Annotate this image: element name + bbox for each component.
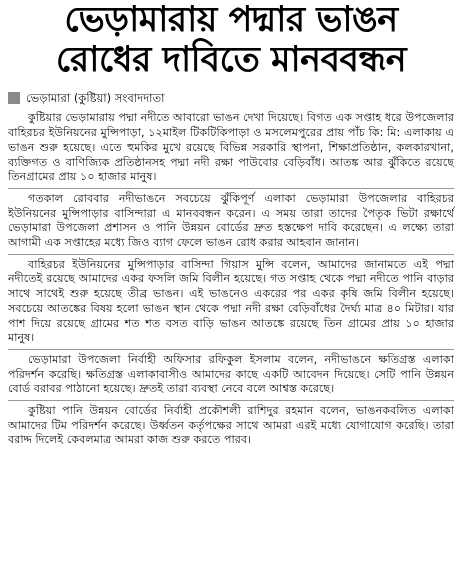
- divider: [8, 254, 454, 255]
- paragraph: ভেড়ামারা উপজেলা নির্বাহী অফিসার রফিকুল ইসলাম বলেন, নদীভাঙনে ক্ষতিগ্রস্ত এলাকা পরিদর্শন করেছি। ক্ষতিগ্রস্ত এলাকাবাসীও আমাদের কাছে একটি আবেদন দিয়েছে। সেটি পানি উন্নয়ন বোর্ড বরাবর পাঠানো হয়েছে। দ্রুতই তারা ব্যবস্থা নেবে বলে আশ্বস্ত করেছে।: [8, 352, 454, 396]
- divider: [8, 349, 454, 350]
- paragraph: কুষ্টিয়া পানি উন্নয়ন বোর্ডের নির্বাহী প্রকৌশলী রাশিদুর রহমান বলেন, ভাঙনকবলিত এলাকা আমাদের টিম পরিদর্শন করেছে। উর্ধ্বতন কর্তৃপক্ষের সাথে আমরা এরই মধ্যে যোগাযোগ করেছি। তারা বরাদ্দ দিলেই কেবলমাত্র আমরা কাজ শুরু করতে পারব।: [8, 404, 454, 447]
- paragraph: কুষ্টিয়ার ভেড়ামারায় পদ্মা নদীতে আবারো ভাঙন দেখা দিয়েছে। বিগত এক সপ্তাহ ধরে উপজেলার বাহিরচর ইউনিয়নের মুন্সিপাড়া, ১২মাইল টিকটিকিপাড়া ও মসলেমপুরের প্রায় পাঁচ কি: মি: এলাকায় এ ভাঙন শুরু হয়েছে। এতে হুমকির মুখে রয়েছে বিভিন্ন সরকারি স্থাপনা, শিক্ষাপ্রতিষ্ঠান, কলকারখানা, ব্যক্তিগত ও বাণিজ্যিক প্রতিষ্ঠানসহ পদ্মা নদী রক্ষা পাউবোর বেড়িবাঁধ। আতঙ্ক আর ঝুঁকিতে রয়েছে তিনগ্রামের প্রায় ১০ হাজার মানুষ।: [8, 111, 454, 184]
- divider: [8, 400, 454, 401]
- byline-text: ভেড়ামারা (কুষ্টিয়া) সংবাদদাতা: [26, 90, 165, 105]
- paragraph: গতকাল রোববার নদীভাঙনে সবচেয়ে ঝুঁকিপূর্ণ এলাকা ভেড়ামারা উপজেলার বাহিরচর ইউনিয়নের মুন্সিপাড়ার বাসিন্দারা এ মানববন্ধন করেন। এ সময় তারা তাদের পৈতৃক ভিটা রক্ষার্থে ভেড়ামারা উপজেলা প্রশাসন ও পানি উন্নয়ন বোর্ডের দ্রুত হস্তক্ষেপ দাবি করেছেন। এ লক্ষ্যে তারা আগামী এক সপ্তাহের মধ্যে জিও ব্যাগ ফেলে ভাঙন রোধ করার আহবান জানান।: [8, 191, 454, 250]
- byline-square-icon: [8, 92, 20, 104]
- headline-line-2: রোধের দাবিতে মানববন্ধন: [55, 39, 407, 80]
- headline: [0, 0, 462, 80]
- divider: [8, 188, 454, 189]
- byline: [8, 92, 454, 106]
- paragraph: বাহিরচর ইউনিয়নের মুন্সিপাড়ার বাসিন্দা গিয়াস মুন্সি বলেন, আমাদের জানামতে এই পদ্মা নদীতেই রয়েছে আমাদের একর ফসলি জমি বিলীন হয়েছে। গত সপ্তাহ থেকে পদ্মা নদীতে পানি বাড়ার সাথে সাথেই শুরু হয়েছে তীব্র ভাঙন। এই ভাঙনেও একরের পর একর কৃষি জমি বিলীন হয়েছে। সবচেয়ে আতঙ্কের বিষয় হলো ভাঙন স্থান থেকে পদ্মা নদী রক্ষা বেড়িবাঁধের দৈর্ঘ্য মাত্র ৪০ মিটার। যার পাশ দিয়ে রয়েছে গ্রামের শত শত বসত বাড়ি ভাঙন আতঙ্কে রয়েছে তিন গ্রামের প্রায় ১০ হাজার মানুষ।: [8, 257, 454, 345]
- headline-line-1: ভেড়ামারায় পদ্মার ভাঙন: [64, 0, 398, 40]
- article-body: [0, 111, 462, 448]
